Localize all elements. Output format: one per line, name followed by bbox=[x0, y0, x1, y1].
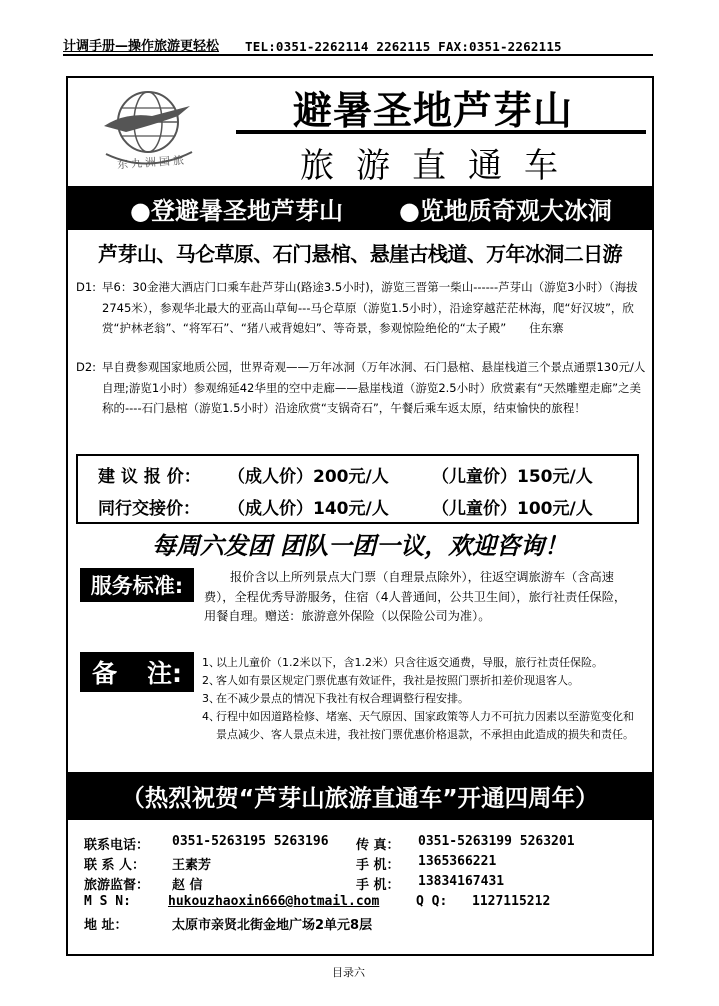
person-label: 联 系 人： bbox=[84, 858, 146, 873]
notes-label-left: 备 bbox=[92, 659, 118, 688]
day-text: 早自费参观国家地质公园，世界奇观——万年冰洞（万年冰洞、石门悬棺、悬崖栈道三个景点通票130元/人自理;游览1小时）参观绵延42华里的空中走廊——悬崖栈道（游览2.5小时）欣赏素有“天然雕塑走廊”之美称的----石门悬棺（游览1.5小时）沿途欣赏“支锅奇石”，午餐后乘车返太原，结束愉快的旅程！ bbox=[102, 360, 646, 416]
address-value: 太原市亲贤北街金地广场2单元8层 bbox=[172, 918, 373, 933]
note-number: 4、 bbox=[202, 710, 220, 723]
page-footer: 目录六 bbox=[332, 966, 365, 979]
service-text bbox=[204, 568, 638, 627]
note-number: 2、 bbox=[202, 674, 220, 687]
contact-row-supervisor bbox=[68, 874, 652, 894]
supervisor-label: 旅游监督： bbox=[84, 878, 150, 893]
adult-price: （成人价）200元/人 bbox=[228, 467, 389, 487]
header-contact: TEL:0351-2262114 2262115 FAX:0351-2262115 bbox=[245, 39, 562, 54]
price-row-suggested bbox=[78, 462, 637, 492]
mobile-label: 手 机： bbox=[356, 878, 400, 893]
phone-value: 0351-5263195 5263196 bbox=[172, 834, 329, 849]
mobile-value: 13653662​21 bbox=[418, 854, 497, 869]
price-label: 建 议 报 价： bbox=[98, 467, 201, 487]
highlight-1: ●登避暑圣地芦芽山 bbox=[130, 195, 343, 225]
contact-row-address bbox=[68, 914, 652, 934]
day-label: D1: bbox=[76, 280, 97, 294]
anniversary-banner: （热烈祝贺“芦芽山旅游直通车”开通四周年） bbox=[68, 772, 652, 820]
departure-slogan: 每周六发团 团队一团一议，欢迎咨询！ bbox=[151, 531, 569, 560]
contact-row-person bbox=[68, 854, 652, 874]
title-divider bbox=[236, 130, 646, 134]
msn-link[interactable]: hukouzhaoxin666@hotmail.com bbox=[168, 894, 380, 909]
price-box bbox=[76, 454, 639, 524]
address-label: 地 址： bbox=[84, 918, 128, 933]
agency-logo bbox=[86, 82, 216, 178]
child-price: （儿童价）100元/人 bbox=[432, 499, 593, 519]
service-body: 报价含以上所列景点大门票（自理景点除外），往返空调旅游车（含高速费），全程优秀导游服务，住宿（4人普通间，公共卫生间），旅行社责任保险，用餐自理。赠送：旅游意外保险（以保险公司为准）。 bbox=[204, 570, 627, 624]
note-number: 1、 bbox=[202, 656, 220, 669]
sub-title: 旅游直通车 bbox=[300, 146, 580, 186]
fax-value: 0351-5263199 5263201 bbox=[418, 834, 575, 849]
day-text: 早6：30金港大酒店门口乘车赴芦芽山(路途3.5小时)，游览三晋第一柴山------芦芽山（游览3小时）（海拔2745米），参观华北最大的亚高山草甸---马仑草原（游览1.5小时），沿途穿越茫茫林海，爬“好汉坡”，欣赏“护林老翁”、“将军石”、“猪八戒背媳妇”、等奇景，参观惊险绝伦的“太子殿” 住东寨 bbox=[102, 280, 638, 336]
main-title: 避暑圣地芦芽山 bbox=[292, 88, 573, 134]
msn-label: M S N: bbox=[84, 894, 131, 909]
note-item bbox=[202, 708, 644, 744]
contact-row-phone bbox=[68, 834, 652, 854]
supervisor-value: 赵 信 bbox=[172, 878, 203, 893]
service-label: 服务标准: bbox=[80, 568, 194, 602]
child-price: （儿童价）150元/人 bbox=[432, 467, 593, 487]
note-text: 以上儿童价（1.2米以下，含1.2米）只含往返交通费，导服，旅行社责任保险。 bbox=[216, 656, 603, 669]
note-item bbox=[202, 654, 644, 672]
itinerary-day-2 bbox=[76, 357, 652, 419]
notes-label-right: 注: bbox=[147, 659, 182, 688]
price-label: 同行交接价： bbox=[98, 499, 200, 519]
phone-label: 联系电话： bbox=[84, 838, 150, 853]
day-label: D2: bbox=[76, 360, 97, 374]
itinerary-day-1 bbox=[76, 277, 652, 339]
note-text: 行程中如因道路检修、堵塞、天气原因、国家政策等人力不可抗力因素以至游览变化和景点减少、客人景点未进，我社按门票优惠价格退款，不承担由此造成的损失和责任。 bbox=[216, 710, 634, 741]
note-number: 3、 bbox=[202, 692, 220, 705]
fax-label: 传 真： bbox=[356, 838, 400, 853]
note-text: 客人如有景区规定门票优惠有效证件，我社是按照门票折扣差价现退客人。 bbox=[216, 674, 579, 687]
notes-list bbox=[202, 654, 644, 744]
contact-row-msn bbox=[68, 894, 652, 914]
adult-price: （成人价）140元/人 bbox=[228, 499, 389, 519]
qq-value: 1127115212 bbox=[472, 894, 551, 909]
note-item bbox=[202, 672, 644, 690]
header-slogan: 计调手册—操作旅游更轻松 bbox=[63, 39, 220, 54]
logo-text: 东九洲国旅 bbox=[116, 153, 188, 172]
price-row-trade bbox=[78, 494, 637, 524]
note-item bbox=[202, 690, 644, 708]
page-header bbox=[63, 32, 653, 56]
route-title: 芦芽山、马仑草原、石门悬棺、悬崖古栈道、万年冰洞二日游 bbox=[98, 242, 622, 266]
highlight-2: ●览地质奇观大冰洞 bbox=[398, 195, 612, 225]
highlights-bar bbox=[68, 186, 652, 230]
notes-label bbox=[80, 652, 194, 692]
mobile-label: 手 机： bbox=[356, 858, 400, 873]
mobile-value: 13834167431 bbox=[418, 874, 505, 889]
note-text: 在不减少景点的情况下我社有权合理调整行程安排。 bbox=[216, 692, 469, 705]
qq-label: Q Q: bbox=[416, 894, 448, 909]
person-value: 王素芳 bbox=[172, 858, 212, 873]
